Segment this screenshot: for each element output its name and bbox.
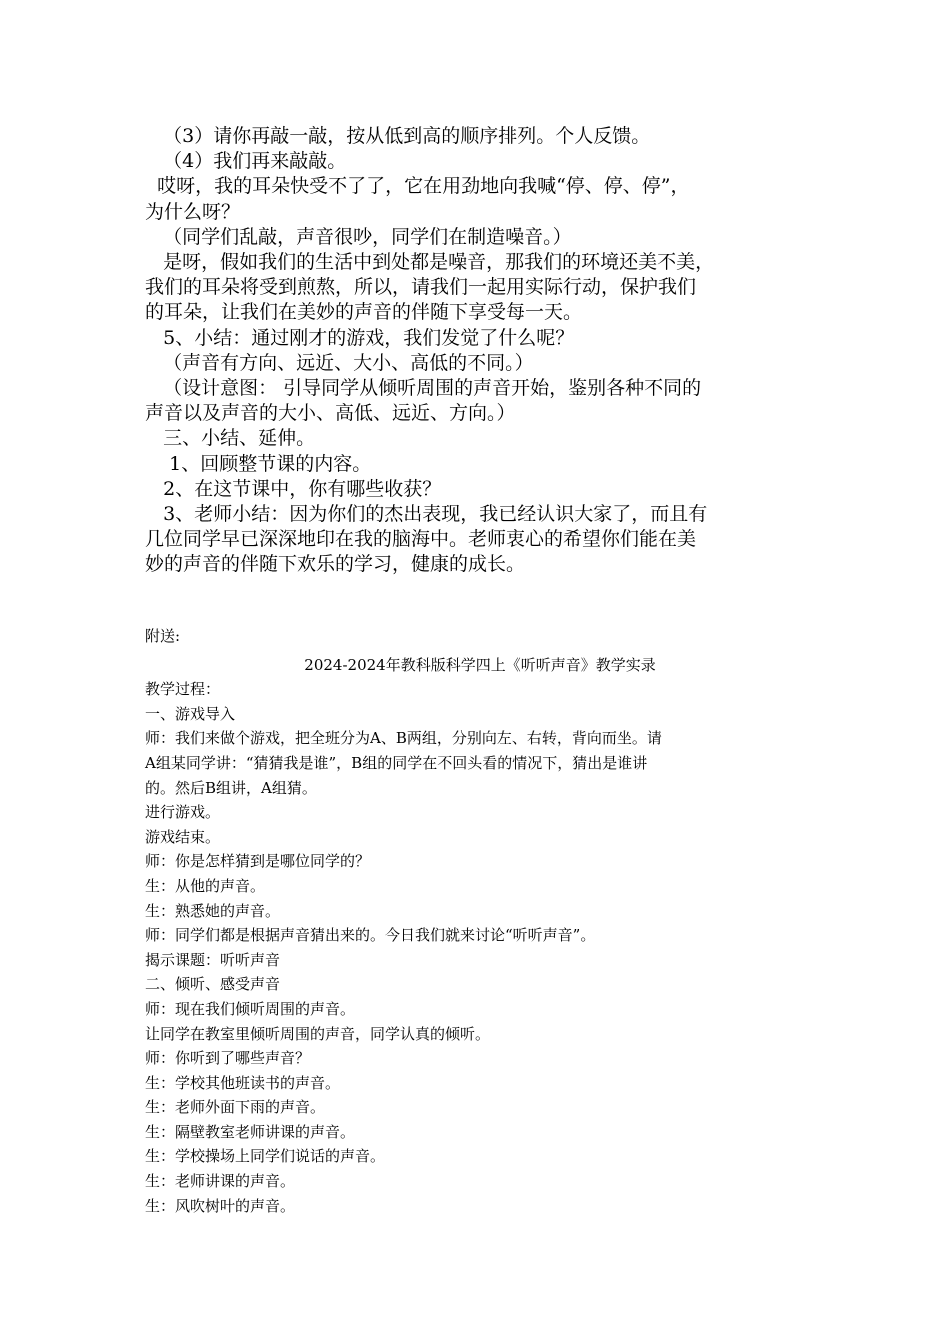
- transcript-line: 生：熟悉她的声音。: [145, 901, 281, 920]
- paragraph-line: 是呀，假如我们的生活中到处都是噪音，那我们的环境还美不美，: [145, 251, 715, 274]
- transcript-line: 的。然后B组讲，A组猜。: [145, 778, 317, 797]
- transcript-line: 师：你听到了哪些声音？: [145, 1049, 311, 1068]
- transcript-line: 一、游戏导入: [145, 704, 236, 723]
- appendix-label: 附送:: [145, 627, 181, 645]
- transcript-line: A组某同学讲：“猜猜我是谁”，B组的同学在不回头看的情况下，猜出是谁讲: [145, 753, 648, 772]
- transcript-line: 师：现在我们倾听周围的声音。: [145, 999, 356, 1018]
- transcript-line: 生：隔壁教室老师讲课的声音。: [145, 1122, 356, 1141]
- paragraph-line: 1、回顾整节课的内容。: [145, 452, 372, 475]
- paragraph-line: （3）请你再敲一敲，按从低到高的顺序排列。个人反馈。: [145, 125, 651, 147]
- paragraph-line: 哎呀，我的耳朵快受不了了，它在用劲地向我喊“停、停、停”，: [145, 175, 690, 198]
- paragraph-line: 的耳朵，让我们在美妙的声音的伴随下享受每一天。: [145, 301, 583, 324]
- transcript-line: 生：学校其他班读书的声音。: [145, 1073, 341, 1092]
- paragraph-line: 为什么呀？: [145, 200, 241, 223]
- transcript-line: 二、倾听、感受声音: [145, 975, 281, 994]
- transcript-line: 师：我们来做个游戏，把全班分为A、B两组，分别向左、右转，背向而坐。请: [145, 729, 662, 748]
- paragraph-line: （声音有方向、远近、大小、高低的不同。）: [145, 351, 534, 374]
- transcript-line: 游戏结束。: [145, 827, 221, 846]
- section-heading: 三、小结、延伸。: [145, 427, 316, 450]
- appendix-title: 2024-2024年教科版科学四上《听听声音》教学实录: [304, 655, 656, 674]
- paragraph-line: 3、老师小结：因为你们的杰出表现，我已经认识大家了，而且有: [145, 503, 708, 526]
- transcript-line: 让同学在教室里倾听周围的声音，同学认真的倾听。: [145, 1024, 491, 1043]
- paragraph-line: （4）我们再来敲敲。: [145, 150, 347, 173]
- paragraph-line: （设计意图： 引导同学从倾听周围的声音开始，鉴别各种不同的: [145, 377, 702, 400]
- transcript-line: 师：同学们都是根据声音猜出来的。今日我们就来讨论“听听声音”。: [145, 926, 596, 945]
- paragraph-line: 几位同学早已深深地印在我的脑海中。老师衷心的希望你们能在美: [145, 528, 697, 551]
- paragraph-line: （同学们乱敲，声音很吵，同学们在制造噪音。）: [145, 225, 572, 248]
- transcript-line: 生：从他的声音。: [145, 876, 266, 895]
- transcript-line: 生：风吹树叶的声音。: [145, 1196, 296, 1215]
- paragraph-line: 2、在这节课中，你有哪些收获？: [145, 477, 442, 500]
- paragraph-line: 5、小结：通过刚才的游戏，我们发觉了什么呢？: [145, 326, 575, 349]
- transcript-line: 进行游戏。: [145, 803, 221, 822]
- transcript-line: 师：你是怎样猜到是哪位同学的？: [145, 852, 371, 871]
- paragraph-line: 妙的声音的伴随下欢乐的学习，健康的成长。: [145, 553, 526, 576]
- appendix-section: [145, 624, 815, 1218]
- paragraph-line: 声音以及声音的大小、高低、远近、方向。）: [145, 402, 516, 425]
- transcript-line: 生：学校操场上同学们说话的声音。: [145, 1147, 386, 1166]
- lesson-text-section: [145, 124, 815, 578]
- transcript-line: 生：老师讲课的声音。: [145, 1172, 296, 1191]
- transcript-line: 揭示课题：听听声音: [145, 950, 281, 969]
- transcript-line: 生：老师外面下雨的声音。: [145, 1098, 326, 1117]
- paragraph-line: 我们的耳朵将受到煎熬，所以，请我们一起用实际行动，保护我们: [145, 276, 697, 299]
- transcript-line: 教学过程：: [145, 680, 221, 699]
